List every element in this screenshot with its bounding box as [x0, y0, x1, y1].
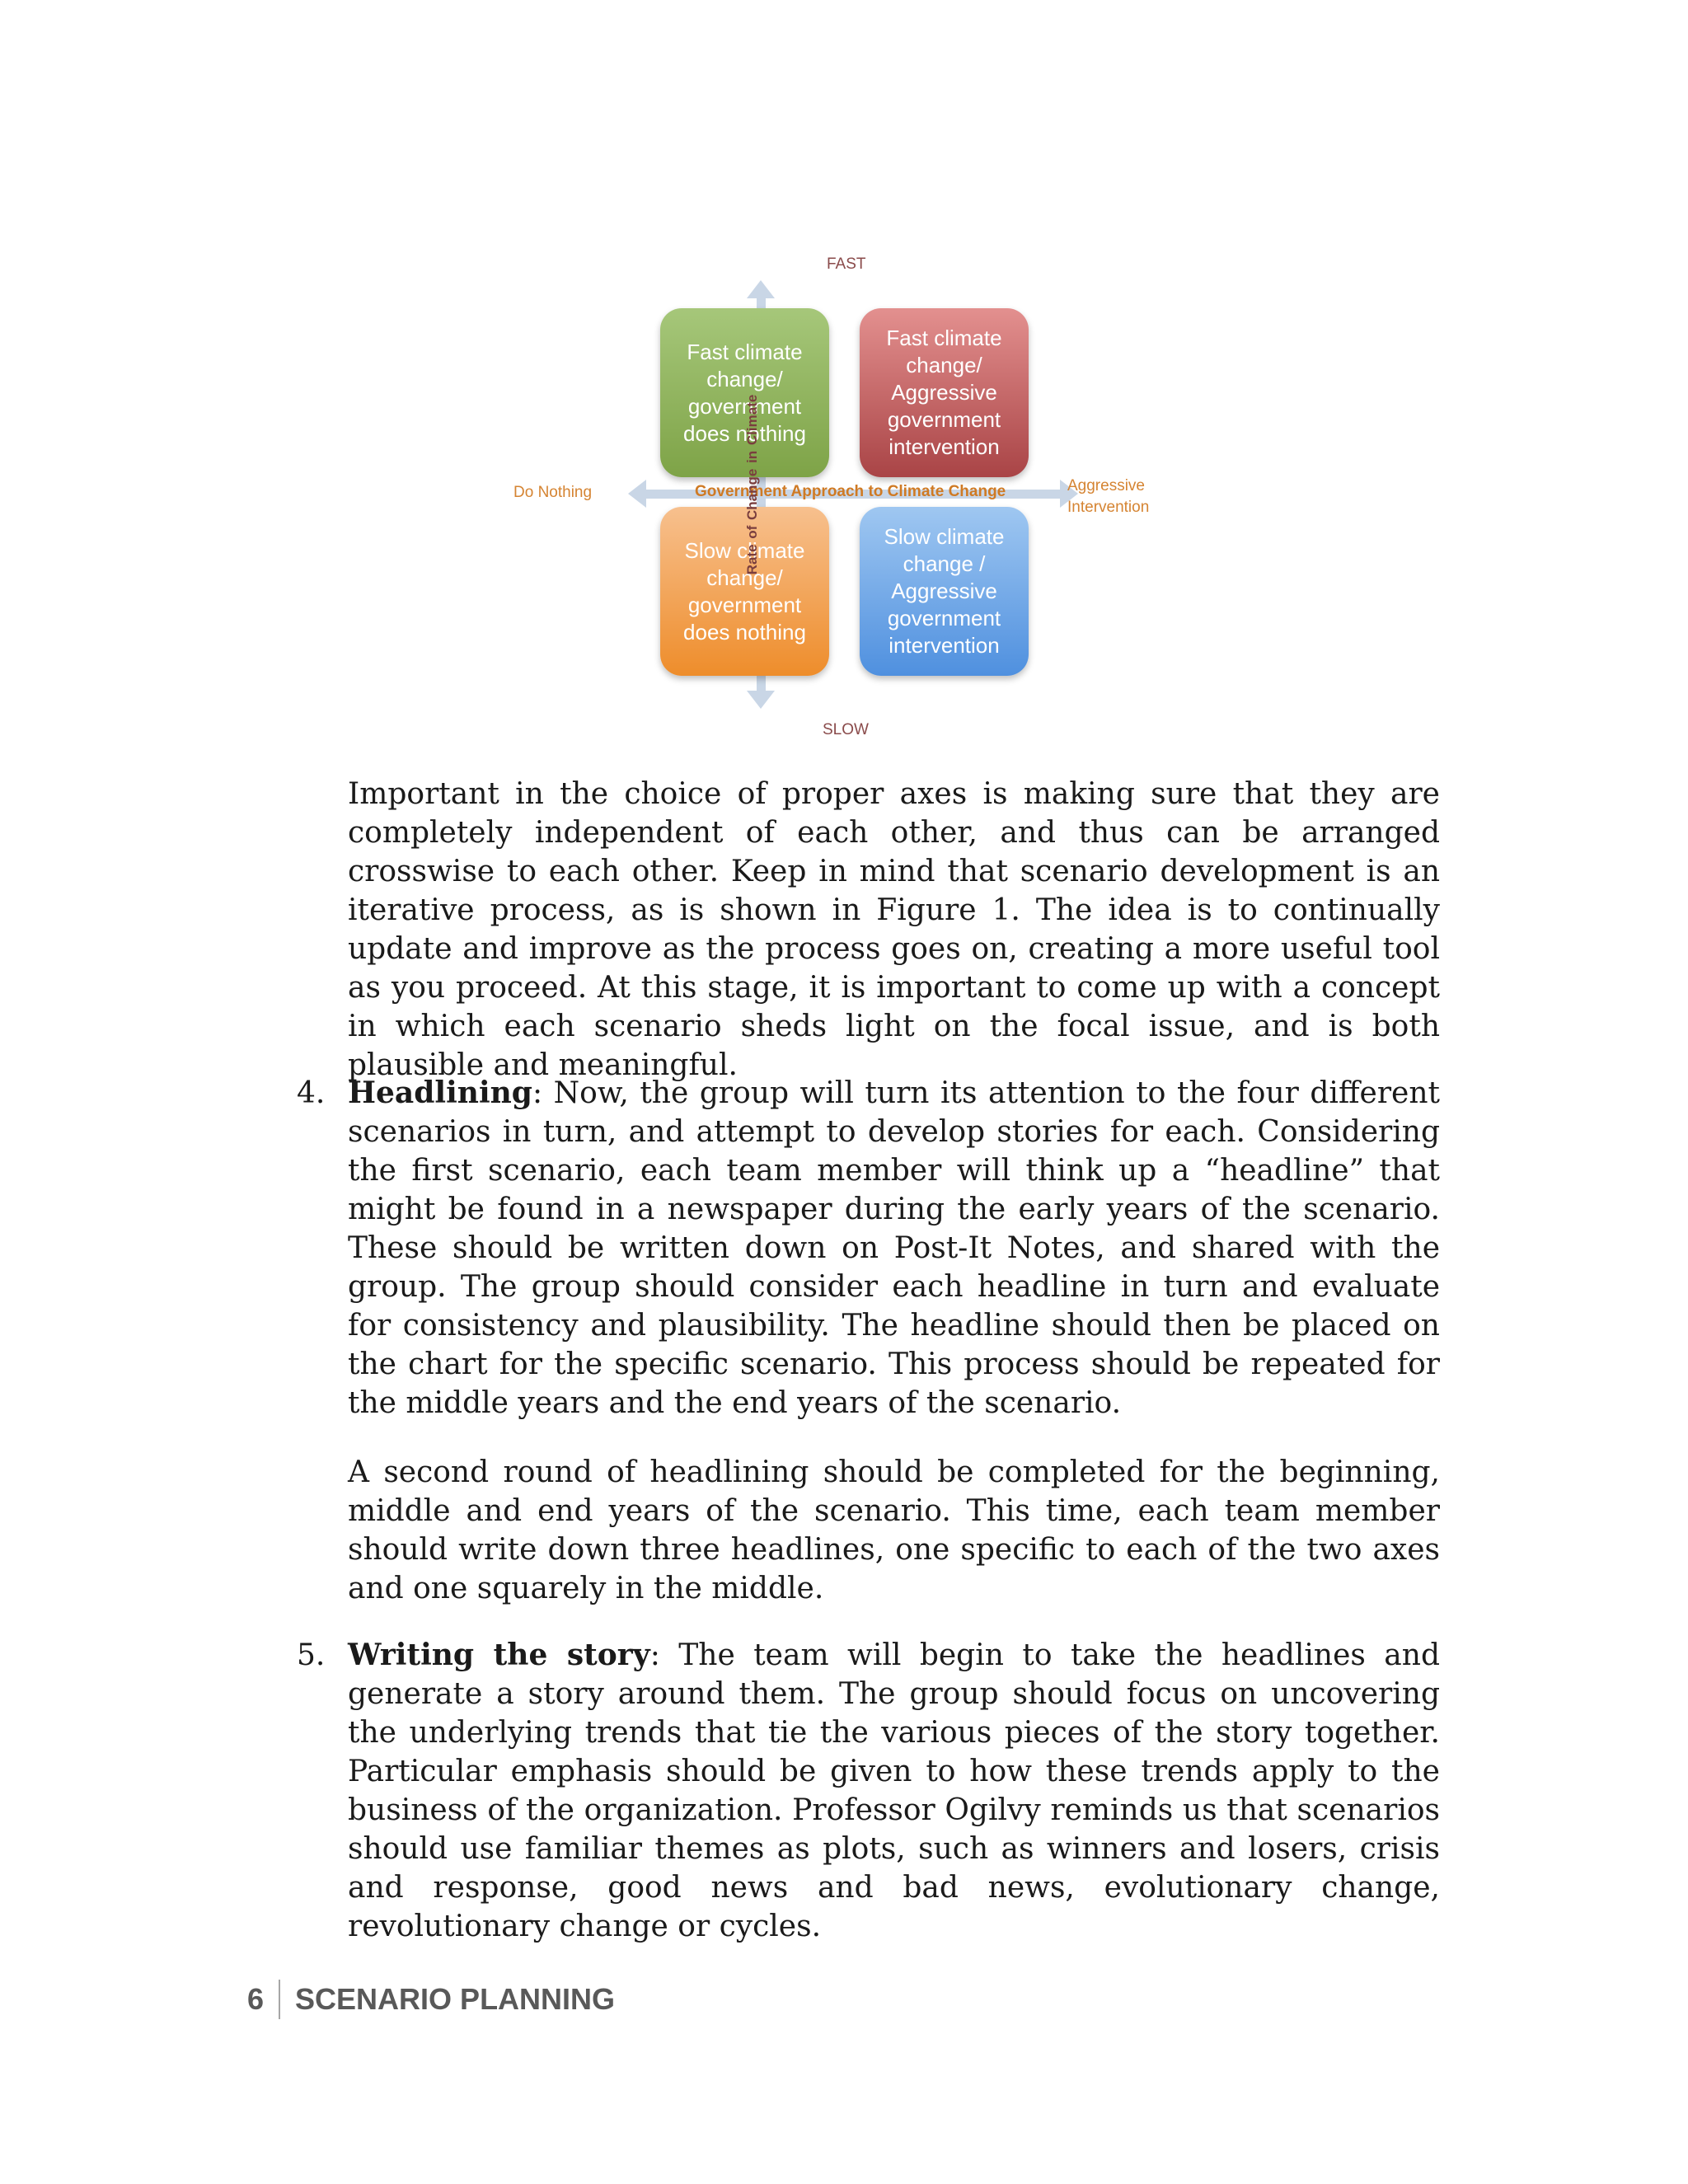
arrow-down-icon	[747, 691, 775, 709]
arrow-up-icon	[747, 280, 775, 298]
arrow-left-icon	[628, 480, 646, 508]
page-footer	[247, 1980, 615, 2019]
axis-label-do-nothing: Do Nothing	[513, 484, 593, 501]
vertical-axis-title: Rate of Change in Climate	[744, 394, 760, 575]
list-number: 5.	[297, 1638, 326, 1672]
paragraph-second-round: A second round of headlining should be completed for the beginning, middle and end years of the scenario. This time, each team member should write down three headlines, one specific to each of the two axes and one squarely in the middle.	[348, 1455, 1440, 1605]
quadrant-fast-aggressive	[860, 308, 1029, 477]
axis-label-slow: SLOW	[823, 721, 869, 738]
list-item-text: : Now, the group will turn its attention to the four different scenarios in turn, and attempt to develop stories for each. Considering the first scenario, each team member will think up a “headline” that might be found in a newspaper during the early years of the scenario. These should be written down on Post-It Notes, and shared with the group. The group should consider each headline in turn and evaluate for consistency and plausibility. The headline should then be placed on the chart for the specific scenario. This process should be repeated for the middle years and the end years of the scenario.	[348, 1076, 1440, 1420]
list-item-headlining	[348, 1074, 1440, 1422]
list-item-term: Writing the story	[348, 1638, 650, 1672]
scenario-matrix-figure	[495, 247, 1195, 750]
quadrant-text: Fast climate change/ government does nothing	[683, 339, 806, 446]
axis-label-fast: FAST	[827, 255, 866, 273]
axis-label-aggressive-intervention: Aggressive Intervention	[1067, 477, 1150, 516]
list-item-term: Headlining	[348, 1076, 532, 1110]
quadrant-slow-aggressive	[860, 507, 1029, 676]
paragraph-axes: Important in the choice of proper axes is making sure that they are completely independent of each other, and thus can be arranged crosswise to each other. Keep in mind that scenario development is an iterative process, as is shown in Figure 1. The idea is to continually update and improve as the process goes on, creating a more useful tool as you proceed. At this stage, it is important to come up with a concept in which each scenario sheds light on the focal issue, and is both plausible and meaningful.	[348, 777, 1440, 1082]
list-item-text: : The team will begin to take the headlines and generate a story around them. The group should focus on uncovering the underlying trends that tie the various pieces of the story together. Particular emphasis should be given to how these trends apply to the business of the organization. Professor Ogilvy reminds us that scenarios should use familiar themes as plots, such as winners and losers, crisis and response, good news and bad news, evolutionary change, revolutionary change or cycles.	[348, 1638, 1440, 1943]
horizontal-axis-title: Government Approach to Climate Change	[695, 483, 1006, 500]
footer-title: SCENARIO PLANNING	[295, 1982, 616, 2016]
quadrant-text: Fast climate change/ Aggressive government intervention	[886, 326, 1002, 459]
list-item-writing-story	[348, 1636, 1440, 1946]
footer-divider	[279, 1980, 280, 2019]
page-number: 6	[247, 1982, 265, 2016]
quadrant-text: Slow climate change/ government does nothing	[683, 537, 806, 644]
quadrant-text: Slow climate change / Aggressive government intervention	[884, 524, 1005, 658]
list-number: 4.	[297, 1076, 326, 1110]
